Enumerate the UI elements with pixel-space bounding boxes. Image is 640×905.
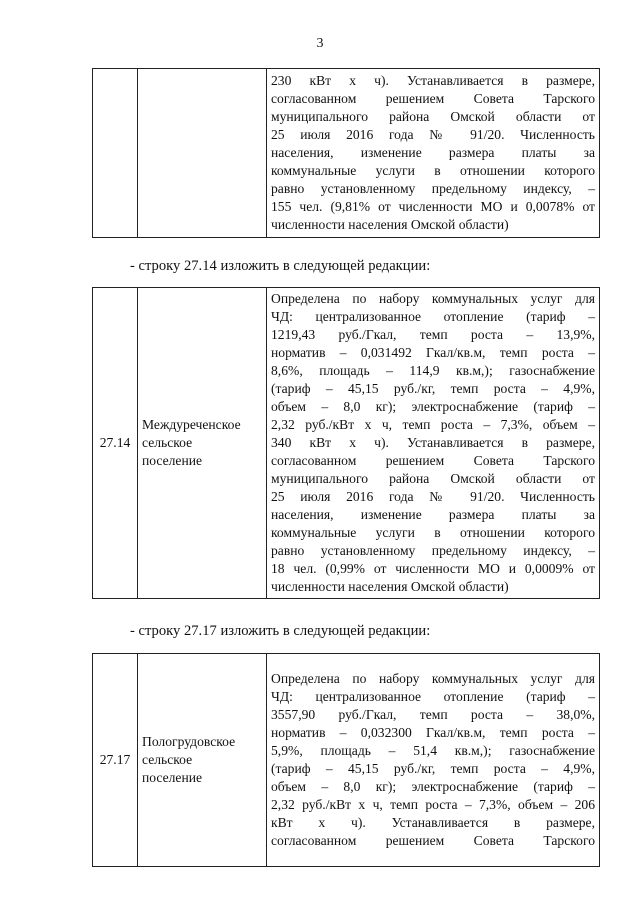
settlement-name-line: Пологрудовское <box>142 734 236 749</box>
table-row <box>93 69 600 238</box>
description-line: 1219,43 руб./Гкал, темп роста – 13,9%, <box>271 327 595 342</box>
description-line: 8,6%, площадь – 114,9 кв.м,); газоснабжение <box>271 363 595 378</box>
description-line: численности населения Омской области) <box>271 217 509 232</box>
description-line: 5,9%, площадь – 51,4 кв.м,); газоснабжение <box>271 743 595 758</box>
description-line: Определена по набору коммунальных услуг для <box>271 671 595 686</box>
description-line: численности населения Омской области) <box>271 579 509 594</box>
description-line: согласованном решением Совета Тарского <box>271 453 595 468</box>
description-line: объем – 8,0 кг); электроснабжение (тариф – <box>271 399 595 414</box>
description-line: ЧД: централизованное отопление (тариф – <box>271 689 595 704</box>
description-line: 155 чел. (9,81% от численности МО и 0,0078% от <box>271 199 595 214</box>
description-line: объем – 8,0 кг); электроснабжение (тариф – <box>271 779 595 794</box>
settlement-name-cell <box>138 288 267 599</box>
table-row-27-14 <box>92 287 600 599</box>
description-line: 2,32 руб./кВт х ч, темп роста – 7,3%, объем – 206 <box>271 797 595 812</box>
description-line: равно установленному предельному индексу, – <box>271 181 595 196</box>
description-line: (тариф – 45,15 руб./кг, темп роста – 4,9%, <box>271 381 595 396</box>
description-line: согласованном решением Совета Тарского <box>271 833 595 848</box>
description-line: коммунальные услуги в отношении которого <box>271 163 595 178</box>
row-number-cell: 27.14 <box>93 288 138 599</box>
row-number-cell <box>93 69 138 238</box>
description-line: 2,32 руб./кВт х ч, темп роста – 7,3%, объем – <box>271 417 595 432</box>
description-line: согласованном решением Совета Тарского <box>271 91 595 106</box>
description-line: 25 июля 2016 года № 91/20. Численность <box>271 127 595 142</box>
settlement-name-line: сельское <box>142 435 193 450</box>
description-line: 230 кВт х ч). Устанавливается в размере, <box>271 73 595 88</box>
description-line: ЧД: централизованное отопление (тариф – <box>271 309 595 324</box>
description-line: населения, изменение размера платы за <box>271 507 595 522</box>
description-line: норматив – 0,031492 Гкал/кв.м, темп роста – <box>271 345 595 360</box>
row-number-cell: 27.17 <box>93 654 138 867</box>
description-line: Определена по набору коммунальных услуг для <box>271 291 595 306</box>
description-line: муниципального района Омской области от <box>271 109 595 124</box>
description-cell <box>267 654 600 867</box>
settlement-name-line: поселение <box>142 770 203 785</box>
instruction-text: - строку 27.17 изложить в следующей редакции: <box>130 623 431 639</box>
table-continuation <box>92 68 600 238</box>
table-row-27-17 <box>92 653 600 867</box>
description-line: 25 июля 2016 года № 91/20. Численность <box>271 489 595 504</box>
description-cell <box>267 288 600 599</box>
settlement-name-cell <box>138 69 267 238</box>
settlement-name-line: Междуреченское <box>142 417 241 432</box>
description-line: 18 чел. (0,99% от численности МО и 0,0009% от <box>271 561 595 576</box>
description-line: 340 кВт х ч). Устанавливается в размере, <box>271 435 595 450</box>
settlement-name-cell <box>138 654 267 867</box>
settlement-name-line: поселение <box>142 453 203 468</box>
instruction-text: - строку 27.14 изложить в следующей редакции: <box>130 258 431 274</box>
table-row <box>93 288 600 599</box>
description-line: кВт х ч). Устанавливается в размере, <box>271 815 595 830</box>
description-line: муниципального района Омской области от <box>271 471 595 486</box>
table-row <box>93 654 600 867</box>
page-number: 3 <box>316 36 324 51</box>
settlement-name-line: сельское <box>142 752 193 767</box>
description-line: равно установленному предельному индексу, – <box>271 543 595 558</box>
description-line: населения, изменение размера платы за <box>271 145 595 160</box>
description-cell <box>267 69 600 238</box>
description-line: (тариф – 45,15 руб./кг, темп роста – 4,9%, <box>271 761 595 776</box>
description-line: норматив – 0,032300 Гкал/кв.м, темп роста – <box>271 725 595 740</box>
description-line: 3557,90 руб./Гкал, темп роста – 38,0%, <box>271 707 595 722</box>
description-line: коммунальные услуги в отношении которого <box>271 525 595 540</box>
